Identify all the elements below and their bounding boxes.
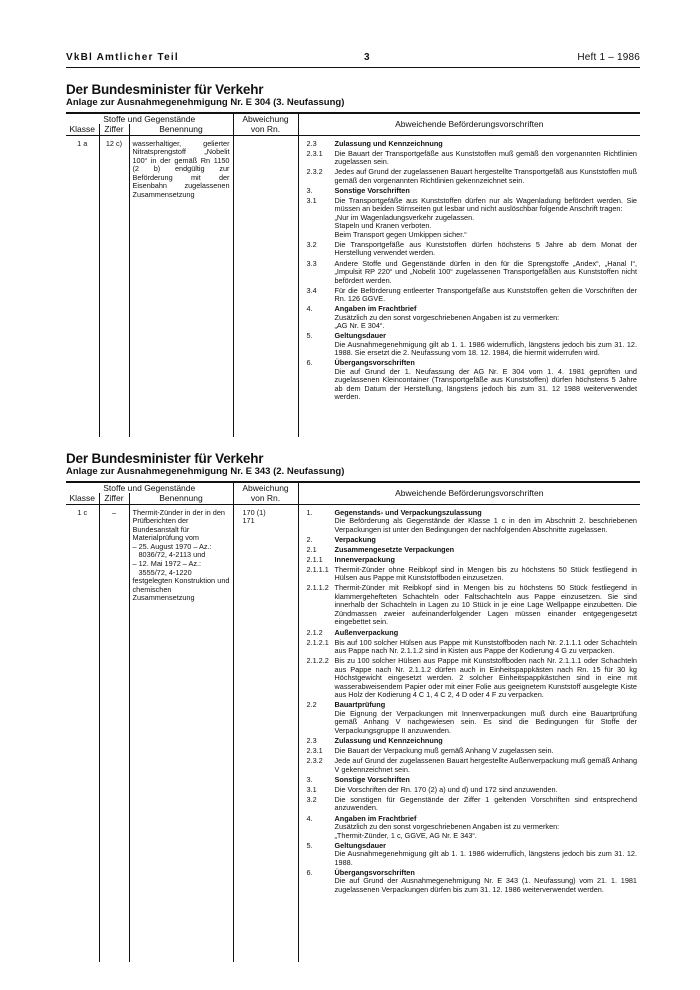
rule-item: [307, 869, 638, 895]
rule-item: [307, 776, 638, 785]
rule-text-line: „Nur im Wagenladungsverkehr zugelassen.: [334, 212, 475, 222]
column-header-klasse: Klasse: [66, 124, 99, 135]
rule-item: [307, 305, 638, 331]
column-header-benennung: Benennung: [129, 493, 233, 504]
rule-text-line: Beim Transport gegen Umkippen sicher.“: [334, 229, 467, 239]
rule-item: [307, 197, 638, 240]
rule-number: 3.2: [306, 794, 317, 804]
rule-item: [307, 332, 638, 358]
rule-number: 2.3: [306, 138, 317, 148]
rule-text: Die Transportgefäße aus Kunststoffen dürfen nur als Wagenladung befördert werden. Sie müssen an beiden Stirnseiten gut lesbar und nicht auslöschbar folgende Anschrift tragen:: [334, 195, 637, 214]
rule-number: 4.: [306, 813, 313, 823]
rule-item: [307, 815, 638, 841]
section-subtitle: Anlage zur Ausnahmegenehmigung Nr. E 304 (3. Neufassung): [66, 97, 345, 108]
rule-item: [307, 241, 638, 258]
rule-heading: Angaben im Frachtbrief: [334, 813, 417, 823]
rule-item: [307, 747, 638, 756]
section-e343: [66, 451, 640, 962]
rule-body: [335, 869, 638, 895]
rule-number: 3.4: [306, 285, 317, 295]
rule-body: [335, 546, 638, 555]
rule-body: [335, 796, 638, 813]
cell-klasse: 1 c: [66, 504, 99, 962]
rule-number: 2.: [306, 534, 313, 544]
rule-number: 2.1.1: [306, 554, 323, 564]
rule-item: [307, 359, 638, 402]
cell-vorschriften: [298, 504, 640, 962]
benennung-line: – 25. August 1970 – Az.: 8036/72, 4-2113 und: [132, 541, 212, 560]
rule-number: 2.3.2: [306, 167, 323, 177]
rule-heading: Geltungsdauer: [334, 840, 386, 850]
rule-text: Andere Stoffe und Gegenstände dürfen in den für die Sprengstoffe „Andex“, „Hanal I“, „Impulsit RP 220“ und „Nobelit 100“ zugelassenen Transportgefäßen aus Kunststoffen nicht befördert werden.: [334, 258, 637, 285]
rule-heading: Übergangsvorschriften: [334, 867, 415, 877]
rule-text: Die Bauart der Transportgefäße aus Kunststoffen muß gemäß den vorgenannten Richtlinien zugelassen sein.: [334, 148, 637, 167]
rule-body: [335, 815, 638, 841]
rule-item: [307, 842, 638, 868]
rule-text: Jede auf Grund der zugelassenen Bauart hergestellte Außenverpackung muß gemäß Anhang V gekennzeichnet sein.: [334, 756, 637, 774]
rule-number: 3.: [306, 185, 313, 195]
rule-text: Thermit-Zünder ohne Reibkopf sind in Mengen bis zu höchstens 50 Stück festliegend in Hülsen aus Pappe mit Kunststoffboden einzusetzen.: [334, 564, 637, 583]
rule-number: 3.: [306, 774, 313, 784]
cell-vorschriften: [298, 135, 640, 437]
header-rule: [66, 67, 640, 68]
column-header-vorschriften: Abweichende Beförderungsvorschriften: [298, 113, 640, 135]
cell-benennung: wasserhaltiger, gelierter Nitratsprengstoff „Nobelit 100“ in der gemäß Rn 1150 (2 b) endgültig zur Beförderung mit der Eisenbahn zugelassenen Zusammensetzung: [129, 135, 233, 437]
rule-item: [307, 737, 638, 746]
column-header-abweichung: Abweichung von Rn.: [233, 482, 298, 504]
rule-heading: Verpackung: [334, 534, 376, 544]
rule-item: [307, 701, 638, 735]
rule-body: [335, 584, 638, 627]
rule-number: 2.3: [306, 735, 317, 745]
rule-number: 3.3: [306, 258, 317, 268]
rule-item: [307, 287, 638, 304]
rule-body: [335, 305, 638, 331]
rule-text-line: Zusätzlich zu den sonst vorgeschriebenen Angaben ist zu vermerken:: [334, 312, 560, 322]
rule-item: [307, 796, 638, 813]
rule-number: 6.: [306, 867, 313, 877]
column-header-benennung: Benennung: [129, 124, 233, 135]
rule-item: [307, 509, 638, 535]
rule-text: Bis zu 100 solcher Hülsen aus Pappe mit Kunststoffboden nach Nr. 2.1.1.1 oder Schachteln aus Pappe nach Nr. 2.1.1.2 dürfen auch in Einheitspappkästen nach Rn. 15 für 30 kg Höchstgewicht eingesetzt werden. 2 solcher Einheitspappkästchen sind in eine mit wasserabweisendem Papier oder mit einer Folie aus geeignetem Kunststoff ausgelegte Kiste aus Holz der Kodierung 4 C 1, 4 C 2, 4 D oder 4 F zu verpacken.: [334, 656, 637, 700]
rule-item: [307, 657, 638, 700]
rule-body: [335, 287, 638, 304]
rule-text-line: Zusätzlich zu den sonst vorgeschriebenen Angaben ist zu vermerken:: [334, 822, 560, 831]
rule-text-line: „AG Nr. E 304“.: [334, 321, 385, 331]
rule-item: [307, 168, 638, 185]
rule-heading: Sonstige Vorschriften: [334, 774, 410, 784]
benennung-line: Thermit-Zünder in der in den Prüfberichten der Bundesanstalt für Materialprüfung vom: [132, 507, 225, 543]
abweichung-line: 171: [242, 516, 255, 526]
rule-body: [335, 786, 638, 795]
running-head-title: VkBl Amtlicher Teil: [66, 52, 179, 63]
rule-text: Jedes auf Grund der zugelassenen Bauart hergestellte Transportgefäß aus Kunststoffen muß gemäß den vorgenannten Richtlinien gekennzeichnet sein.: [334, 167, 637, 185]
rule-body: [335, 657, 638, 700]
rule-text: Für die Beförderung entleerter Transportgefäße aus Kunststoffen gelten die Vorschriften der Rn. 126 GGVE.: [334, 285, 637, 304]
rule-heading: Übergangsvorschriften: [334, 358, 415, 368]
rule-number: 3.2: [306, 239, 317, 249]
rule-body: [335, 536, 638, 545]
rule-text: Thermit-Zünder mit Reibkopf sind in Mengen bis zu höchstens 50 Stück festliegend in klammergehefteten Schachteln oder Faltschachteln aus Pappe einzusetzen. Sie sind innerhalb der Schachteln in Lagen zu 10 Stück in je eine Lage Wellpappe einzubetten. Die Zündmassen zweier aufeinanderfolgender Lagen müssen einander entgegengesetzt eingebettet sein.: [334, 583, 637, 627]
rule-number: 2.1: [306, 544, 317, 554]
rule-item: [307, 546, 638, 555]
rules-list: [307, 140, 638, 402]
rule-body: [335, 509, 638, 535]
column-header-abweichung: Abweichung von Rn.: [233, 113, 298, 135]
benennung-line: festgelegten Konstruktion und chemischen Zusammensetzung: [132, 576, 230, 603]
rule-number: 3.1: [306, 195, 317, 205]
rule-number: 5.: [306, 331, 313, 341]
section-title: Der Bundesminister für Verkehr: [66, 82, 264, 97]
section-subtitle: Anlage zur Ausnahmegenehmigung Nr. E 343 (2. Neufassung): [66, 466, 345, 477]
rule-body: [335, 776, 638, 785]
section-title: Der Bundesminister für Verkehr: [66, 451, 264, 466]
rule-number: 2.1.2: [306, 627, 323, 637]
rule-text: Die Bauart der Verpackung muß gemäß Anhang V zugelassen sein.: [334, 746, 554, 756]
rule-number: 2.3.1: [306, 148, 323, 158]
rule-body: [335, 757, 638, 774]
rule-number: 6.: [306, 358, 313, 368]
rule-body: [335, 701, 638, 735]
rule-item: [307, 536, 638, 545]
rule-heading: Geltungsdauer: [334, 331, 386, 341]
rule-heading: Zusammengesetzte Verpackungen: [334, 544, 455, 554]
rule-number: 2.1.1.2: [306, 583, 329, 593]
rule-number: 2.3.2: [306, 756, 323, 766]
rule-item: [307, 786, 638, 795]
abweichung-line: 170 (1): [242, 507, 266, 517]
rule-heading: Außenverpackung: [334, 627, 399, 637]
rule-item: [307, 639, 638, 656]
rule-heading: Zulassung und Kennzeichnung: [334, 138, 443, 148]
cell-abweichung: [233, 135, 298, 437]
rule-body: [335, 747, 638, 756]
column-group-header: Stoffe und Gegenstände: [66, 482, 233, 493]
rule-body: [335, 241, 638, 258]
issue-label: Heft 1 – 1986: [577, 52, 640, 63]
rule-number: 2.1.1.1: [306, 564, 329, 574]
rule-body: [335, 737, 638, 746]
rule-body: [335, 332, 638, 358]
regulation-table: [66, 112, 640, 437]
rule-item: [307, 150, 638, 167]
rule-number: 3.1: [306, 784, 317, 794]
rule-item: [307, 584, 638, 627]
cell-ziffer: 12 c): [99, 135, 129, 437]
cell-ziffer: –: [99, 504, 129, 962]
rule-item: [307, 757, 638, 774]
column-header-ziffer: Ziffer: [99, 124, 129, 135]
rule-item: [307, 140, 638, 149]
rule-item: [307, 260, 638, 286]
column-group-header: Stoffe und Gegenstände: [66, 113, 233, 124]
column-header-klasse: Klasse: [66, 493, 99, 504]
rule-text: Die auf Grund der 1. Neufassung der AG Nr. E 304 vom 1. 4. 1981 geprüften und zugelassenen Kleincontainer (Transportgefäße aus Kunststoffen) dürfen höchstens 5 Jahre ab dem Datum der Herstellung, längstens jedoch bis zum 31. 12 1988 weiterverwendet werden.: [334, 366, 637, 402]
rule-number: 4.: [306, 304, 313, 314]
rule-item: [307, 556, 638, 565]
rule-body: [335, 629, 638, 638]
rules-list: [307, 509, 638, 895]
rule-body: [335, 566, 638, 583]
page-number: 3: [364, 52, 371, 63]
rule-heading: Gegenstands- und Verpackungszulassung: [334, 507, 482, 517]
rule-number: 5.: [306, 840, 313, 850]
rule-text-line: Stapeln und Kranen verboten.: [334, 221, 432, 231]
rule-body: [335, 140, 638, 149]
rule-heading: Bauartprüfung: [334, 700, 386, 710]
rule-body: [335, 359, 638, 402]
rule-body: [335, 150, 638, 167]
rule-body: [335, 197, 638, 240]
cell-klasse: 1 a: [66, 135, 99, 437]
rule-item: [307, 629, 638, 638]
running-head: [66, 52, 640, 66]
column-header-ziffer: Ziffer: [99, 493, 129, 504]
rule-heading: Sonstige Vorschriften: [334, 185, 410, 195]
benennung-line: – 12. Mai 1972 – Az.: 3555/72, 4-1220: [132, 559, 202, 577]
rule-body: [335, 639, 638, 656]
rule-heading: Innenverpackung: [334, 554, 395, 564]
rule-text: Bis auf 100 solcher Hülsen aus Pappe mit Kunststoffboden nach Nr. 2.1.1.1 oder Schachteln aus Pappe nach Nr. 2.1.1.2 sind in Kisten aus Pappe der Kodierung 4 G zu verpacken.: [334, 637, 637, 656]
rule-number: 2.3.1: [306, 746, 323, 756]
rule-text-line: „Thermit-Zünder, 1 c, GGVE, AG Nr. E 343“.: [334, 830, 477, 840]
cell-benennung: [129, 504, 233, 962]
rule-body: [335, 187, 638, 196]
rule-text: Die Vorschriften der Rn. 170 (2) a) und d) und 172 sind anzuwenden.: [334, 784, 558, 794]
rule-body: [335, 260, 638, 286]
cell-abweichung: [233, 504, 298, 962]
rule-item: [307, 187, 638, 196]
rule-number: 2.2: [306, 700, 317, 710]
rule-body: [335, 168, 638, 185]
section-e304: [66, 82, 640, 437]
rule-heading: Angaben im Frachtbrief: [334, 304, 417, 314]
rule-text: Die auf Grund der Ausnahmegenehmigung Nr. E 343 (1. Neufassung) vom 21. 1. 1981 zugelassenen Verpackungen dürfen bis zum 31. 12. 1986 weiterverwendet werden.: [334, 876, 637, 894]
rule-item: [307, 566, 638, 583]
rule-body: [335, 556, 638, 565]
rule-text: Die Beförderung als Gegenstände der Klasse 1 c in den im Abschnitt 2. beschriebenen Verpackungen ist unter den Bedingungen der nachfolgenden Abschnitte zugelassen.: [334, 516, 637, 534]
rule-number: 2.1.2.1: [306, 637, 329, 647]
rule-text: Die Transportgefäße aus Kunststoffen dürfen höchstens 5 Jahre ab dem Monat der Herstellung verwendet werden.: [334, 239, 637, 258]
rule-text: Die Eignung der Verpackungen mit Innenverpackungen muß durch eine Bauartprüfung gemäß Anhang V nachgewiesen sein. Es sind die Bedingungen für Stoffe der Verpackungsgruppe II anzuwenden.: [334, 708, 637, 735]
column-header-vorschriften: Abweichende Beförderungsvorschriften: [298, 482, 640, 504]
rule-text: Die Ausnahmegenehmigung gilt ab 1. 1. 1986 widerruflich, längstens jedoch bis zum 31. 12. 1988.: [334, 849, 637, 867]
regulation-table: [66, 481, 640, 962]
rule-text: Die Ausnahmegenehmigung gilt ab 1. 1. 1986 widerruflich, längstens jedoch bis zum 31. 12. 1988. Sie ersetzt die 2. Neufassung vom 18. 12. 1984, die hiermit widerrufen wird.: [334, 339, 637, 358]
rule-body: [335, 842, 638, 868]
rule-heading: Zulassung und Kennzeichnung: [334, 735, 443, 745]
rule-number: 2.1.2.2: [306, 656, 329, 666]
rule-number: 1.: [306, 507, 313, 517]
rule-text: Die sonstigen für Gegenstände der Ziffer 1 geltenden Vorschriften sind entsprechend anzuwenden.: [334, 794, 637, 813]
